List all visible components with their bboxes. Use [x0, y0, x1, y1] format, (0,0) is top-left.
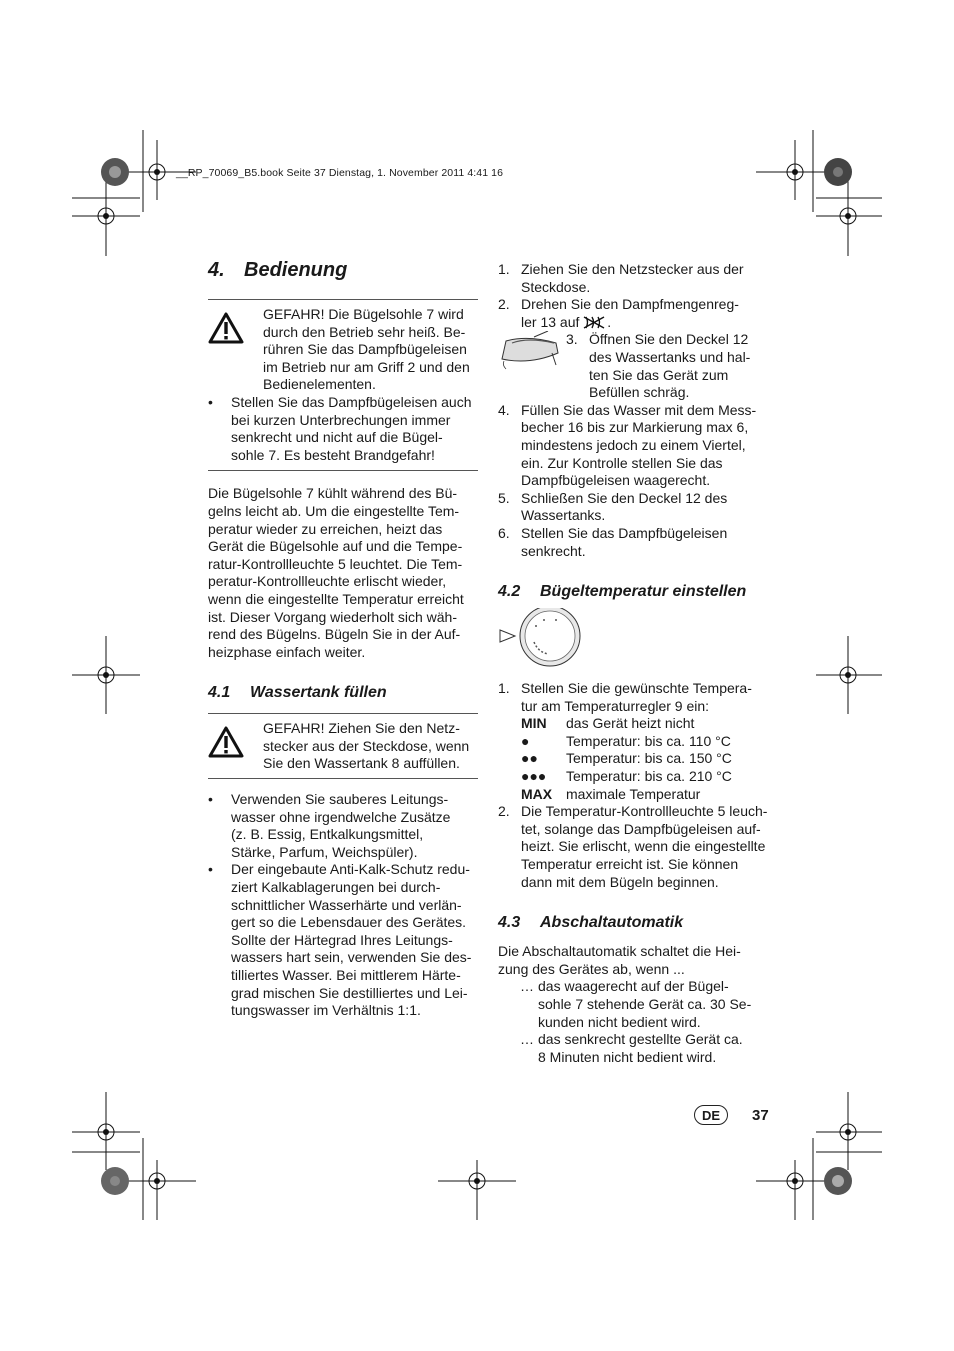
- temp-row: ● Temperatur: bis ca. 110 °C: [521, 732, 731, 749]
- list-item: • Der eingebaute Anti-Kalk-Schutz redu- ziert Kalkablagerungen bei durch- schnittlicher Wasserhärte und verlän- gert so die Lebensdauer des Gerätes. Sollte der Härtegrad Ihres Leitungs- wassers hart sein, verwenden Sie des- tilliertes Wasser. Bei mittlerem Härte- grad mischen Sie destilliertes und Lei- tungswasser im Verhältnis 1:1.: [208, 861, 478, 1019]
- bullet-line: gert so die Lebensdauer des Gerätes.: [231, 914, 467, 931]
- bullet-line: (z. B. Essig, Entkalkungsmittel,: [231, 826, 424, 843]
- text-line: ist. Dieser Vorgang wiederholt sich wäh-: [208, 608, 458, 625]
- page-number: 37: [752, 1106, 769, 1124]
- list-item: 4. Füllen Sie das Wasser mit dem Mess- becher 16 bis zur Markierung max 6, mindestens jedoch zu einem Viertel, ein. Zur Kontrolle stellen Sie das Dampfbügeleisen waagerecht.: [498, 401, 757, 489]
- bullet-line: Stärke, Parfum, Weichspüler).: [231, 843, 418, 860]
- bullet-line: Sollte der Härtegrad Ihres Leitungs-: [231, 931, 453, 948]
- list-item: 2. Drehen Sie den Dampfmengenreg- ler 13 auf .: [498, 296, 739, 330]
- text-line: gelns leicht ab. Um die eingestellte Tem-: [208, 502, 460, 519]
- bullet-line: Verwenden Sie sauberes Leitungs-: [231, 791, 449, 808]
- list-item: 2. Die Temperatur-Kontrollleuchte 5 leuch- tet, solange das Dampfbügeleisen auf- heizt. Sie erlischt, wenn die eingestellte Temperatur erreicht ist. Sie können dann mit dem Bügeln beginnen.: [498, 803, 768, 890]
- bullet-line: tilliertes Wasser. Bei mittlerem Härte-: [231, 967, 461, 983]
- warning-triangle-icon: [208, 720, 263, 773]
- list-item: • Verwenden Sie sauberes Leitungs- wasser ohne irgendwelche Zusätze (z. B. Essig, Entkalkungsmittel, Stärke, Parfum, Weichspüler).: [208, 791, 478, 861]
- text-line: wenn die eingestellte Temperatur erreicht: [208, 590, 464, 607]
- text-line: peratur wieder zu erreichen, heizt das: [208, 520, 443, 537]
- warning2-line: Sie den Wassertank 8 auffüllen.: [263, 755, 460, 772]
- text-line: Die Bügelsohle 7 kühlt während des Bü-: [208, 485, 458, 502]
- list-item: 5. Schließen Sie den Deckel 12 des Wassertanks.: [498, 489, 728, 524]
- warning2-line: stecker aus der Steckdose, wenn: [263, 737, 470, 754]
- left-column: [208, 257, 478, 1020]
- language-badge: DE: [694, 1105, 728, 1125]
- bullet-line: senkrecht und nicht auf die Bügel-: [231, 429, 443, 446]
- text-line: heizphase einfach weiter.: [208, 643, 366, 660]
- right-column: [498, 261, 770, 1066]
- bullet-line: tungswasser im Verhältnis 1:1.: [231, 1002, 421, 1019]
- warning1-line: rühren Sie das Dampfbügeleisen: [263, 341, 467, 358]
- section-heading-4-2: 4.2 Bügeltemperatur einstellen: [498, 583, 747, 601]
- iron-tilted-icon: [498, 331, 566, 401]
- text-line: peratur-Kontrollleuchte erlischt wieder,: [208, 573, 447, 590]
- section-heading-4-3: 4.3 Abschaltautomatik: [498, 914, 684, 932]
- temp-row: ●●● Temperatur: bis ca. 210 °C: [521, 768, 732, 785]
- temperature-dial-icon: [498, 608, 770, 672]
- list-item: 1. Ziehen Sie den Netzstecker aus der Steckdose.: [498, 261, 744, 295]
- file-header: __RP_70069_B5.book Seite 37 Dienstag, 1. November 2011 4:41 16: [176, 167, 504, 179]
- section-heading-4-1: 4.1 Wassertank füllen: [208, 684, 387, 702]
- warning1-line: GEFAHR! Die Bügelsohle 7 wird: [263, 306, 464, 322]
- temp-row: MAX maximale Temperatur: [521, 785, 701, 802]
- no-steam-icon: [583, 315, 607, 330]
- warning-box-2: [208, 714, 478, 778]
- page-footer: [694, 1105, 769, 1125]
- warning1-line: im Betrieb nur am Griff 2 und den: [263, 358, 470, 375]
- section-heading-4: 4. Bedienung: [208, 259, 348, 281]
- temp-row: MIN das Gerät heizt nicht: [521, 715, 695, 732]
- text-line: rend des Bügelns. Bügeln Sie in der Auf-: [208, 626, 461, 643]
- bullet-line: Stellen Sie das Dampfbügeleisen auch: [231, 393, 472, 410]
- warning1-line: durch den Betrieb sehr heiß. Be-: [263, 323, 466, 340]
- abschalt-paragraph: Die Abschaltautomatik schaltet die Hei- zung des Gerätes ab, wenn ...: [498, 943, 741, 977]
- list-item: 6. Stellen Sie das Dampfbügeleisen senkrecht.: [498, 524, 728, 559]
- bullet-line: wasser ohne irgendwelche Zusätze: [231, 808, 451, 825]
- warning2-line: GEFAHR! Ziehen Sie den Netz-: [263, 720, 460, 737]
- warning1-bullet: • Stellen Sie das Dampfbügeleisen auch bei kurzen Unterbrechungen immer senkrecht und nicht auf die Bügel- sohle 7. Es besteht Brandgefahr!: [208, 394, 478, 464]
- bullet-line: bei kurzen Unterbrechungen immer: [231, 411, 451, 428]
- bullet-line: wassers hart sein, verwenden Sie des-: [231, 949, 472, 966]
- bullet-line: schnittlicher Wasserhärte und verlän-: [231, 896, 462, 913]
- temp-row: ●● Temperatur: bis ca. 150 °C: [521, 750, 732, 767]
- text-line: ratur-Kontrollleuchte 5 leuchtet. Die Tem-: [208, 555, 463, 572]
- list-item: 1. Stellen Sie die gewünschte Tempera- tur am Temperaturregler 9 ein: MIN das Gerät heizt nicht ● Temperatur: bis ca. 110 °C ●● Temperatur: bis ca. 150 °C ●●● Temperatur: bis ca. 210 °C MAX maximale Temperatur: [498, 680, 770, 803]
- warning1-line: Bedienelementen.: [263, 376, 376, 393]
- intro-paragraph: [208, 485, 478, 661]
- list-item: … das senkrecht gestellte Gerät ca. 8 Minuten nicht bedient wird.: [520, 1031, 743, 1065]
- bullet-line: grad mischen Sie destilliertes und Lei-: [231, 984, 468, 1001]
- list-item: … das waagerecht auf der Bügel- sohle 7 stehende Gerät ca. 30 Se- kunden nicht bedient wird.: [520, 978, 752, 1030]
- bullet-line: sohle 7. Es besteht Brandgefahr!: [231, 446, 435, 463]
- text-line: Gerät die Bügelsohle auf und die Tempe-: [208, 538, 463, 555]
- bullet-line: Der eingebaute Anti-Kalk-Schutz redu-: [231, 861, 470, 878]
- warning-triangle-icon: [208, 306, 263, 394]
- list-item: 3. Öffnen Sie den Deckel 12 des Wassertanks und hal- ten Sie das Gerät zum Befüllen schräg.: [498, 331, 770, 401]
- warning-box-1: [208, 300, 478, 394]
- bullet-line: ziert Kalkablagerungen bei durch-: [231, 879, 441, 896]
